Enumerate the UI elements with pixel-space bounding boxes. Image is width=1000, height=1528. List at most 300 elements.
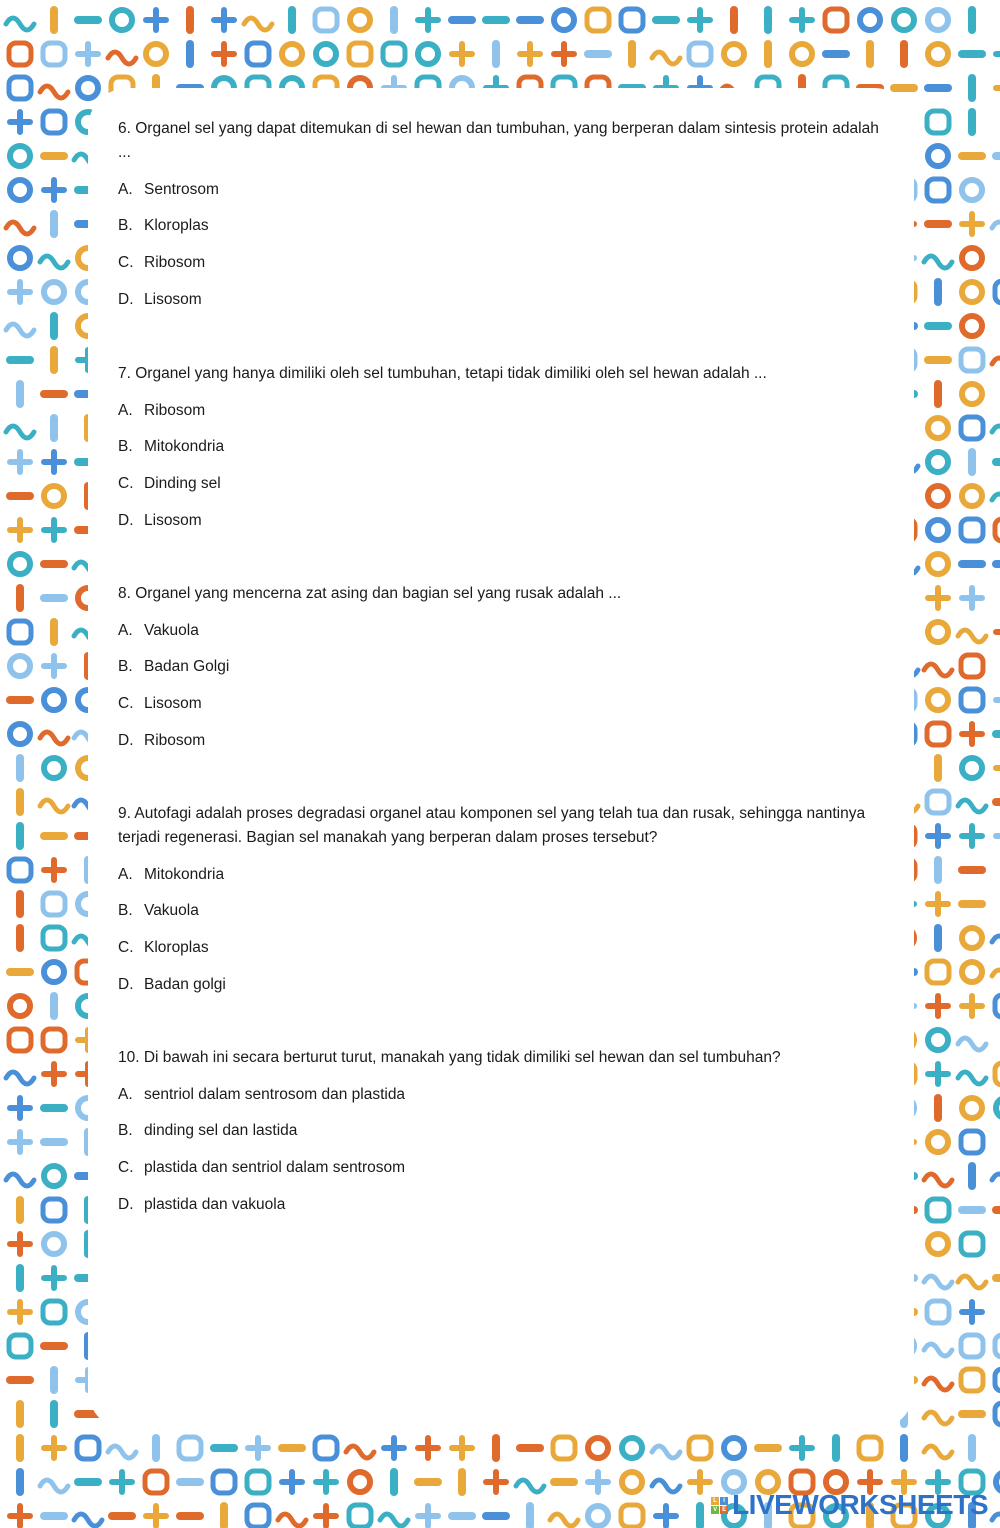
dash-shape <box>992 798 1000 806</box>
question-10 <box>118 1046 888 1217</box>
ring-shape <box>860 10 880 30</box>
option-letter: C. <box>118 695 134 713</box>
square-shape <box>621 1505 643 1527</box>
dash-shape <box>40 594 68 602</box>
dash-shape <box>754 1444 782 1452</box>
option-text: Ribosom <box>144 254 206 272</box>
square-shape <box>961 349 983 371</box>
plus-shape <box>44 1438 64 1458</box>
dash-shape <box>924 322 952 330</box>
option-c[interactable] <box>118 692 888 716</box>
option-a[interactable] <box>118 178 888 202</box>
square-shape <box>213 1471 235 1493</box>
ring-shape <box>10 724 30 744</box>
square-shape <box>9 621 31 643</box>
plus-shape <box>520 44 540 64</box>
dash-shape <box>924 220 952 228</box>
dash-shape <box>526 1502 534 1528</box>
option-b[interactable] <box>118 655 888 679</box>
dash-shape <box>152 1434 160 1462</box>
answer-options <box>118 399 888 533</box>
wave-shape <box>924 1446 952 1458</box>
square-shape <box>43 927 65 949</box>
wave-shape <box>346 1446 374 1458</box>
wave-shape <box>924 664 952 676</box>
option-letter: A. <box>118 621 133 639</box>
ring-shape <box>928 146 948 166</box>
dash-shape <box>992 458 1000 466</box>
dash-shape <box>16 1196 24 1224</box>
answer-options <box>118 863 888 997</box>
option-text: Ribosom <box>144 401 206 419</box>
square-shape <box>961 655 983 677</box>
option-text: Kloroplas <box>144 939 209 957</box>
ring-shape <box>996 1472 1000 1492</box>
option-letter: B. <box>118 902 133 920</box>
wave-shape <box>40 732 68 744</box>
dash-shape <box>50 1366 58 1394</box>
ring-shape <box>962 316 982 336</box>
ring-shape <box>282 44 302 64</box>
plus-shape <box>44 180 64 200</box>
dash-shape <box>16 1264 24 1292</box>
option-letter: B. <box>118 438 133 456</box>
square-shape <box>9 43 31 65</box>
question-text: 9. Autofagi adalah proses degradasi organel atau komponen sel yang telah tua dan rusak, sehingga nantinya terjadi regenerasi. Bagian sel manakah yang berperan dalam proses tersebut? <box>118 805 866 846</box>
option-text: Mitokondria <box>144 865 225 883</box>
dash-shape <box>50 618 58 646</box>
ring-shape <box>588 1506 608 1526</box>
square-shape <box>995 1335 1000 1357</box>
option-c[interactable] <box>118 251 888 275</box>
dash-shape <box>16 924 24 952</box>
option-d[interactable] <box>118 1193 888 1217</box>
dash-shape <box>866 40 874 68</box>
square-shape <box>247 1505 269 1527</box>
plus-shape <box>588 1472 608 1492</box>
wave-shape <box>6 1072 34 1084</box>
ring-shape <box>962 180 982 200</box>
logo-letter: E <box>722 1506 727 1513</box>
option-text: Badan golgi <box>144 975 226 993</box>
dash-shape <box>924 84 952 92</box>
dash-shape <box>16 890 24 918</box>
square-shape <box>247 43 269 65</box>
ring-shape <box>10 554 30 574</box>
dash-shape <box>176 1478 204 1486</box>
dash-shape <box>40 1342 68 1350</box>
dash-shape <box>6 968 34 976</box>
option-letter: A. <box>118 180 133 198</box>
option-text: Vakuola <box>144 621 199 639</box>
plus-shape <box>996 690 1000 710</box>
wave-shape <box>992 1514 1000 1526</box>
option-letter: D. <box>118 1195 134 1213</box>
plus-shape <box>10 452 30 472</box>
dash-shape <box>890 84 918 92</box>
dash-shape <box>458 1468 466 1496</box>
plus-shape <box>10 1098 30 1118</box>
wave-shape <box>924 1174 952 1186</box>
dash-shape <box>278 1444 306 1452</box>
dash-shape <box>16 1434 24 1462</box>
plus-shape <box>282 1472 302 1492</box>
dash-shape <box>958 1206 986 1214</box>
option-a[interactable] <box>118 863 888 887</box>
question-text: 8. Organel yang mencerna zat asing dan bagian sel yang rusak adalah ... <box>118 585 622 602</box>
square-shape <box>995 1369 1000 1391</box>
dash-shape <box>16 822 24 850</box>
plus-shape <box>962 214 982 234</box>
ring-shape <box>44 1166 64 1186</box>
option-letter: D. <box>118 731 134 749</box>
wave-shape <box>6 324 34 336</box>
wave-shape <box>244 18 272 30</box>
option-text: Badan Golgi <box>144 658 230 676</box>
option-d[interactable] <box>118 509 888 533</box>
dash-shape <box>958 560 986 568</box>
dash-shape <box>74 1478 102 1486</box>
wave-shape <box>958 800 986 812</box>
plus-shape <box>384 1438 404 1458</box>
plus-shape <box>10 1132 30 1152</box>
plus-shape <box>486 1472 506 1492</box>
option-b[interactable] <box>118 435 888 459</box>
wave-shape <box>652 52 680 64</box>
ring-shape <box>962 1098 982 1118</box>
square-shape <box>553 1437 575 1459</box>
option-b[interactable] <box>118 899 888 923</box>
dash-shape <box>584 50 612 58</box>
ring-shape <box>928 1132 948 1152</box>
ring-shape <box>10 180 30 200</box>
plus-shape <box>656 1506 676 1526</box>
dash-shape <box>16 584 24 612</box>
ring-shape <box>350 1472 370 1492</box>
wave-shape <box>6 18 34 30</box>
dash-shape <box>516 1444 544 1452</box>
dash-shape <box>968 74 976 102</box>
logo-letter: I <box>720 1497 728 1505</box>
question-text: 7. Organel yang hanya dimiliki oleh sel tumbuhan, tetapi tidak dimiliki oleh sel hewan adalah ... <box>118 365 767 382</box>
plus-shape <box>214 10 234 30</box>
dash-shape <box>6 696 34 704</box>
square-shape <box>383 43 405 65</box>
square-shape <box>315 1437 337 1459</box>
wave-shape <box>992 426 1000 438</box>
dash-shape <box>16 1400 24 1428</box>
ring-shape <box>962 486 982 506</box>
ring-shape <box>928 622 948 642</box>
ring-shape <box>10 996 30 1016</box>
option-text: Lisosom <box>144 511 202 529</box>
plus-shape <box>44 452 64 472</box>
option-text: Dinding sel <box>144 475 221 493</box>
ring-shape <box>10 248 30 268</box>
wave-shape <box>108 1446 136 1458</box>
dash-shape <box>6 356 34 364</box>
square-shape <box>995 1063 1000 1085</box>
option-c[interactable] <box>118 472 888 496</box>
plus-shape <box>928 996 948 1016</box>
dash-shape <box>448 16 476 24</box>
square-shape <box>995 1403 1000 1425</box>
square-shape <box>927 961 949 983</box>
dash-shape <box>16 754 24 782</box>
option-b[interactable] <box>118 214 888 238</box>
option-d[interactable] <box>118 729 888 753</box>
wave-shape <box>992 358 1000 370</box>
option-d[interactable] <box>118 288 888 312</box>
dash-shape <box>900 1434 908 1462</box>
option-c[interactable] <box>118 936 888 960</box>
square-shape <box>927 111 949 133</box>
option-letter: D. <box>118 975 134 993</box>
option-text: plastida dan vakuola <box>144 1195 286 1213</box>
dash-shape <box>516 16 544 24</box>
option-a[interactable] <box>118 1083 888 1107</box>
square-shape <box>9 77 31 99</box>
dash-shape <box>492 1434 500 1462</box>
square-shape <box>77 1437 99 1459</box>
dash-shape <box>628 40 636 68</box>
option-letter: C. <box>118 939 134 957</box>
plus-shape <box>418 1438 438 1458</box>
dash-shape <box>40 1104 68 1112</box>
dash-shape <box>992 1206 1000 1214</box>
plus-shape <box>690 1472 710 1492</box>
plus-shape <box>146 10 166 30</box>
dash-shape <box>958 152 986 160</box>
dash-shape <box>50 312 58 340</box>
square-shape <box>927 791 949 813</box>
ring-shape <box>554 10 574 30</box>
ring-shape <box>724 44 744 64</box>
ring-shape <box>44 690 64 710</box>
square-shape <box>825 9 847 31</box>
dash-shape <box>414 1478 442 1486</box>
wave-shape <box>6 1174 34 1186</box>
wave-shape <box>958 1072 986 1084</box>
wave-shape <box>958 1038 986 1050</box>
plus-shape <box>44 1268 64 1288</box>
dash-shape <box>968 6 976 34</box>
dash-shape <box>482 1512 510 1520</box>
dash-shape <box>40 1512 68 1520</box>
plus-shape <box>962 996 982 1016</box>
ring-shape <box>962 282 982 302</box>
plus-shape <box>792 10 812 30</box>
plus-shape <box>10 1234 30 1254</box>
wave-shape <box>6 426 34 438</box>
square-shape <box>9 859 31 881</box>
wave-shape <box>652 1480 680 1492</box>
option-letter: A. <box>118 1085 133 1103</box>
square-shape <box>349 43 371 65</box>
option-text: Lisosom <box>144 695 202 713</box>
square-shape <box>995 995 1000 1017</box>
ring-shape <box>928 418 948 438</box>
option-letter: A. <box>118 865 133 883</box>
dash-shape <box>934 856 942 884</box>
option-d[interactable] <box>118 973 888 997</box>
logo-letter: V <box>713 1506 718 1513</box>
dash-shape <box>390 1468 398 1496</box>
dash-shape <box>968 448 976 476</box>
ring-shape <box>928 554 948 574</box>
question-6 <box>118 117 888 312</box>
option-letter: D. <box>118 511 134 529</box>
logo-letter: L <box>711 1497 719 1505</box>
plus-shape <box>10 1506 30 1526</box>
dash-shape <box>992 730 1000 738</box>
dash-shape <box>968 108 976 136</box>
dash-shape <box>288 6 296 34</box>
wave-shape <box>924 1276 952 1288</box>
dash-shape <box>764 40 772 68</box>
square-shape <box>179 1437 201 1459</box>
dash-shape <box>220 1502 228 1528</box>
option-a[interactable] <box>118 619 888 643</box>
ring-shape <box>928 44 948 64</box>
plus-shape <box>928 826 948 846</box>
ring-shape <box>44 486 64 506</box>
square-shape <box>9 1335 31 1357</box>
square-shape <box>247 1471 269 1493</box>
square-shape <box>621 9 643 31</box>
dash-shape <box>186 6 194 34</box>
dash-shape <box>550 1478 578 1486</box>
plus-shape <box>962 1302 982 1322</box>
ring-shape <box>588 1438 608 1458</box>
option-text: Ribosom <box>144 731 206 749</box>
ring-shape <box>962 248 982 268</box>
dash-shape <box>764 6 772 34</box>
dash-shape <box>900 40 908 68</box>
square-shape <box>995 519 1000 541</box>
question-text: 6. Organel sel yang dapat ditemukan di sel hewan dan tumbuhan, yang berperan dalam sintesis protein adalah ... <box>118 120 879 161</box>
dash-shape <box>992 152 1000 160</box>
dash-shape <box>968 1434 976 1462</box>
square-shape <box>961 1131 983 1153</box>
wave-shape <box>40 1480 68 1492</box>
wave-shape <box>924 1412 952 1424</box>
dash-shape <box>108 1512 136 1520</box>
option-text: Sentrosom <box>144 180 219 198</box>
wave-shape <box>992 970 1000 982</box>
wave-shape <box>516 1480 544 1492</box>
plus-shape <box>248 1438 268 1458</box>
dash-shape <box>832 1434 840 1462</box>
dash-shape <box>50 346 58 374</box>
option-b[interactable] <box>118 1119 888 1143</box>
option-c[interactable] <box>118 1156 888 1180</box>
plus-shape <box>418 1506 438 1526</box>
plus-shape <box>78 44 98 64</box>
plus-shape <box>962 724 982 744</box>
dash-shape <box>74 16 102 24</box>
plus-shape <box>418 10 438 30</box>
dash-shape <box>176 1512 204 1520</box>
liveworksheets-logo[interactable] <box>711 1490 988 1520</box>
square-shape <box>689 43 711 65</box>
plus-shape <box>928 894 948 914</box>
dash-shape <box>16 380 24 408</box>
live-logo-icon <box>711 1497 728 1514</box>
plus-shape <box>792 1438 812 1458</box>
square-shape <box>961 1369 983 1391</box>
ring-shape <box>350 10 370 30</box>
plus-shape <box>452 1438 472 1458</box>
plus-shape <box>996 78 1000 98</box>
dash-shape <box>40 560 68 568</box>
ring-shape <box>928 1030 948 1050</box>
square-shape <box>145 1471 167 1493</box>
wave-shape <box>6 222 34 234</box>
dash-shape <box>730 6 738 34</box>
dash-shape <box>50 210 58 238</box>
dash-shape <box>40 1138 68 1146</box>
option-text: Vakuola <box>144 902 199 920</box>
dash-shape <box>968 1162 976 1190</box>
question-8 <box>118 582 888 753</box>
wave-shape <box>924 1344 952 1356</box>
square-shape <box>927 179 949 201</box>
plus-shape <box>554 44 574 64</box>
ring-shape <box>928 10 948 30</box>
square-shape <box>43 1301 65 1323</box>
wave-shape <box>924 256 952 268</box>
dash-shape <box>6 1376 34 1384</box>
square-shape <box>927 1301 949 1323</box>
dash-shape <box>958 1410 986 1418</box>
dash-shape <box>50 992 58 1020</box>
wave-shape <box>278 1514 306 1526</box>
square-shape <box>859 1437 881 1459</box>
option-text: Kloroplas <box>144 217 209 235</box>
dash-shape <box>16 788 24 816</box>
option-letter: B. <box>118 658 133 676</box>
dash-shape <box>210 1444 238 1452</box>
dash-shape <box>50 414 58 442</box>
option-text: plastida dan sentriol dalam sentrosom <box>144 1159 406 1177</box>
plus-shape <box>10 282 30 302</box>
plus-shape <box>44 656 64 676</box>
dash-shape <box>822 50 850 58</box>
dash-shape <box>958 900 986 908</box>
wave-shape <box>992 936 1000 948</box>
ring-shape <box>928 1234 948 1254</box>
ring-shape <box>962 928 982 948</box>
plus-shape <box>10 520 30 540</box>
dash-shape <box>50 6 58 34</box>
wave-shape <box>74 1514 102 1526</box>
dash-shape <box>934 278 942 306</box>
wave-shape <box>924 1378 952 1390</box>
dash-shape <box>40 152 68 160</box>
ring-shape <box>962 962 982 982</box>
dash-shape <box>696 1502 704 1528</box>
dash-shape <box>992 560 1000 568</box>
square-shape <box>43 1199 65 1221</box>
wave-shape <box>652 1446 680 1458</box>
plus-shape <box>44 520 64 540</box>
option-text: dinding sel dan lastida <box>144 1122 298 1140</box>
question-text: 10. Di bawah ini secara berturut turut, manakah yang tidak dimiliki sel hewan dan sel tumbuhan? <box>118 1049 781 1066</box>
dash-shape <box>40 832 68 840</box>
option-a[interactable] <box>118 399 888 423</box>
dash-shape <box>958 866 986 874</box>
